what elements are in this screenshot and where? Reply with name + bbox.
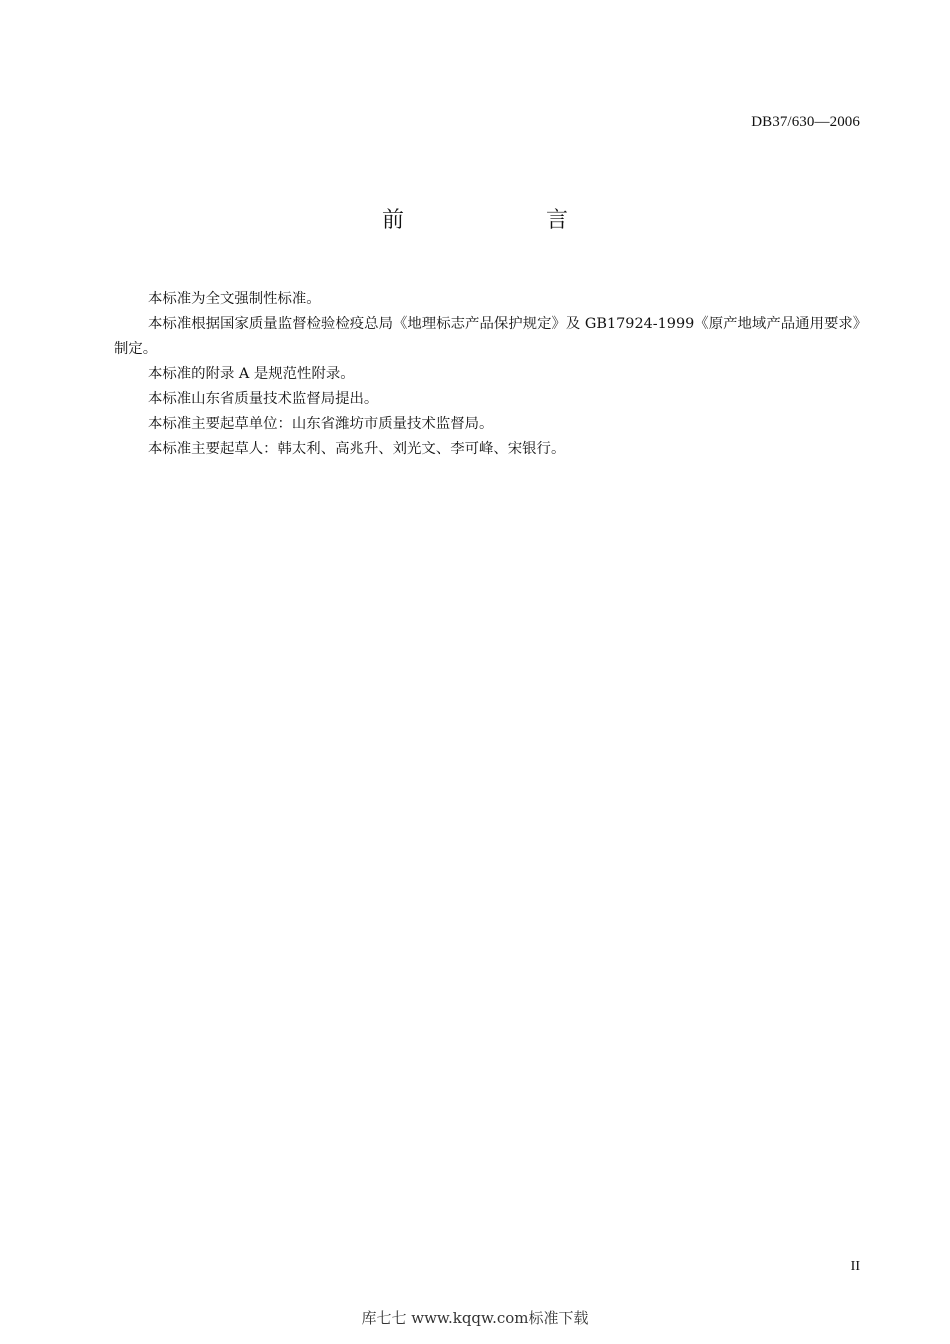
- page-number: II: [850, 1259, 860, 1274]
- document-code: DB37/630—2006: [751, 114, 860, 130]
- paragraph-standard-type: 本标准为全文强制性标准。: [148, 291, 321, 307]
- paragraph-drafters: 本标准主要起草人：韩太利、高兆升、刘光文、李可峰、宋银行。: [148, 441, 566, 457]
- paragraph-drafting-unit: 本标准主要起草单位：山东省潍坊市质量技术监督局。: [148, 416, 494, 432]
- paragraph-appendix: 本标准的附录 A 是规范性附录。: [148, 366, 355, 382]
- paragraph-basis: 本标准根据国家质量监督检验检疫总局《地理标志产品保护规定》及 GB17924-1999《原产地域产品通用要求》制定。: [114, 316, 860, 357]
- paragraph-proposer: 本标准山东省质量技术监督局提出。: [148, 391, 379, 407]
- foreword-body: [114, 287, 860, 462]
- page-title: 前 言: [381, 208, 628, 233]
- download-watermark: 库七七 www.kqqw.com标准下载: [361, 1309, 589, 1327]
